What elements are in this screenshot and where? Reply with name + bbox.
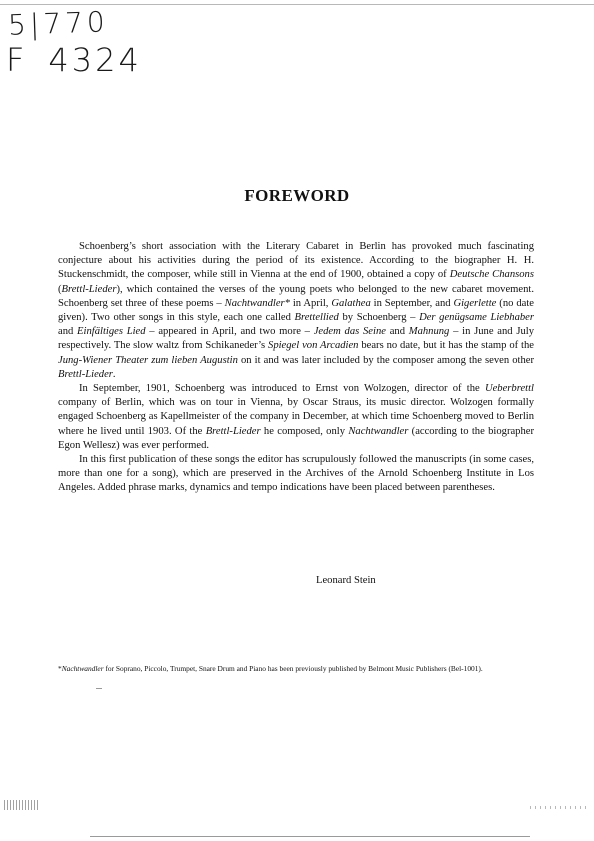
- text-run: (no date given). Two other songs in this style, each one called: [58, 297, 534, 324]
- italic-title-run: Spiegel von Arcadien: [268, 340, 359, 352]
- text-run: company of Berlin, which was on tour in Vienna, by Oscar Straus, its music director. Wolzogen formally engaged Schoenberg as Kapellmeister of the company in December, at which time Schoenberg moved to Berlin where he lived until 1903. Of the: [58, 397, 534, 437]
- text-run: by Schoenberg –: [338, 312, 420, 324]
- text-run: for Soprano, Piccolo, Trumpet, Snare Drum and Piano has been previously published by Belmont Music Publishers (Bel-1001).: [103, 664, 483, 673]
- text-run: and: [385, 326, 409, 338]
- handwritten-shelf-mark: [6, 41, 142, 79]
- italic-title-run: Jung-Wiener Theater zum lieben Augustin: [58, 354, 238, 366]
- italic-title-run: Nachtwandler: [61, 664, 104, 673]
- footnote: [58, 664, 538, 674]
- text-run: – in June and July respectively. The slow waltz from Schikaneder’s: [58, 326, 535, 352]
- italic-title-run: Nachtwandler*: [224, 297, 290, 309]
- text-run: ), which contained the verses of the young poets who belonged to the new cabaret movement. Schoenberg set three of these poems –: [58, 283, 534, 309]
- text-run: he composed, only: [260, 425, 349, 437]
- scan-edge-bottom: [90, 836, 530, 837]
- author-signature: Leonard Stein: [316, 575, 376, 586]
- foreword-body: [58, 240, 534, 496]
- italic-title-run: Gigerlette: [453, 297, 497, 309]
- italic-title-run: Jedem das Seine: [313, 326, 386, 338]
- italic-title-run: Nachtwandler: [348, 425, 409, 437]
- page-title: FOREWORD: [244, 186, 350, 205]
- italic-title-run: Brettellied: [294, 312, 339, 324]
- text-run: In this first publication of these songs the editor has scrupulously followed the manuscripts (in some cases, more than one for a song), which are preserved in the Archives of the Arnold Schoenberg Institute in Los Angeles. Added phrase marks, dynamics and tempo indications have been placed between parentheses.: [58, 454, 534, 494]
- italic-title-run: Deutsche Chansons: [449, 269, 534, 281]
- text-run: (: [58, 283, 62, 295]
- text-run: – appeared in April, and two more –: [145, 326, 314, 338]
- italic-title-run: Der genügsame Liebhaber: [419, 312, 534, 324]
- scan-edge-top: [0, 4, 594, 5]
- foreword-paragraph-1: [58, 240, 534, 382]
- text-run: Schoenberg’s short association with the Literary Cabaret in Berlin has provoked much fascinating conjecture about his activities during the period of its existence. According to the biographer H. H. Stuckenschmidt, the composer, while still in Vienna at the end of 1900, obtained a copy of: [58, 241, 534, 281]
- italic-title-run: Ueberbrettl: [484, 383, 534, 395]
- text-run: .: [112, 368, 116, 380]
- foreword-paragraph-2: [58, 382, 534, 453]
- italic-title-run: Einfältiges Lied: [77, 326, 146, 338]
- italic-title-run: Brettl-Lieder: [58, 368, 113, 380]
- text-run: (according to the biographer Egon Wellesz) was ever performed.: [58, 425, 534, 451]
- text-run: bears no date, but it has the stamp of the: [358, 340, 534, 352]
- text-run: on it and was later included by the composer among the seven other: [237, 354, 534, 366]
- text-run: In September, 1901, Schoenberg was introduced to Ernst von Wolzogen, director of the: [79, 383, 485, 395]
- stray-mark: [96, 688, 102, 689]
- scan-smudge: [4, 800, 40, 810]
- scan-dots: [530, 806, 586, 809]
- handwritten-shelf-letter: F: [6, 41, 35, 79]
- italic-title-run: Galathea: [331, 297, 371, 309]
- text-run: *: [58, 664, 62, 673]
- handwritten-shelf-number: 4324: [48, 41, 142, 79]
- text-run: in September, and: [370, 297, 454, 309]
- italic-title-run: Brettl-Lieder: [205, 425, 261, 437]
- italic-title-run: Brettl-Lieder: [61, 283, 117, 295]
- text-run: in April,: [289, 297, 332, 309]
- text-run: and: [58, 326, 78, 338]
- italic-title-run: Mahnung: [408, 326, 450, 338]
- foreword-paragraph-3: [58, 453, 534, 496]
- handwritten-catalog-number: 5|770: [7, 5, 110, 42]
